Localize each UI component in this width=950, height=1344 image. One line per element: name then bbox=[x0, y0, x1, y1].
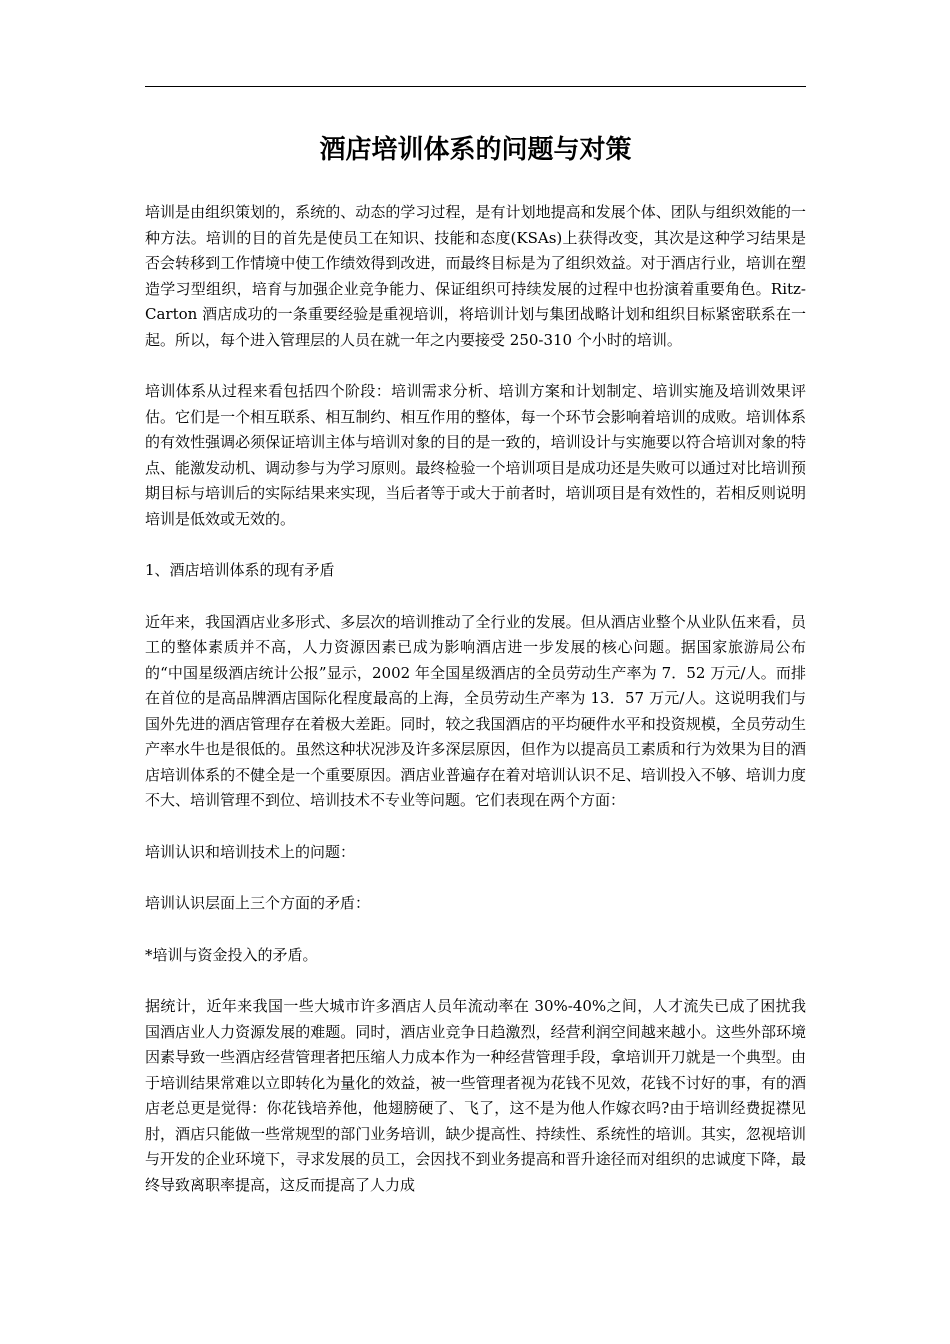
paragraph-intro: 培训是由组织策划的，系统的、动态的学习过程，是有计划地提高和发展个体、团队与组织效能的一种方法。培训的目的首先是使员工在知识、技能和态度(KSAs)上获得改变，其次是这种学习结果是否会转移到工作情境中使工作绩效得到改进，而最终目标是为了组织效益。对于酒店行业，培训在塑造学习型组织，培育与加强企业竞争能力、保证组织可持续发展的过程中也扮演着重要角色。Ritz-Carton 酒店成功的一条重要经验是重视培训，将培训计划与集团战略计划和组织目标紧密联系在一起。所以，每个进入管理层的人员在就一年之内要接受 250-310 个小时的培训。 bbox=[145, 203, 806, 349]
header-rule bbox=[145, 86, 806, 87]
bullet-funding: *培训与资金投入的矛盾。 bbox=[145, 945, 318, 964]
paragraph-industry-status: 近年来，我国酒店业多形式、多层次的培训推动了全行业的发展。但从酒店业整个从业队伍来看，员工的整体素质并不高，人力资源因素已成为影响酒店进一步发展的核心问题。据国家旅游局公布的“中国星级酒店统计公报”显示，2002 年全国星级酒店的全员劳动生产率为 7．52 万元/人。而排在首位的是高品牌酒店国际化程度最高的上海，全员劳动生产率为 13．57 万元/人。这说明我们与国外先进的酒店管理存在着极大差距。同时，较之我国酒店的平均硬件水平和投资规模，全员劳动生产率水牛也是很低的。虽然这种状况涉及许多深层原因，但作为以提高员工素质和行为效果为目的酒店培训体系的不健全是一个重要原因。酒店业普遍存在着对培训认识不足、培训投入不够、培训力度不大、培训管理不到位、培训技术不专业等问题。它们表现在两个方面： bbox=[145, 612, 806, 809]
paragraph-statistics: 据统计，近年来我国一些大城市许多酒店人员年流动率在 30%-40%之间，人才流失已成了困扰我国酒店业人力资源发展的难题。同时，酒店业竞争日趋激烈，经营利润空间越来越小。这些外部环境因素导致一些酒店经营管理者把压缩人力成本作为一种经营管理手段，拿培训开刀就是一个典型。由于培训结果常难以立即转化为量化的效益，被一些管理者视为花钱不见效，花钱不讨好的事，有的酒店老总更是觉得：你花钱培养他，他翅膀硬了、飞了，这不是为他人作嫁衣吗?由于培训经费捉襟见肘，酒店只能做一些常规型的部门业务培训，缺少提高性、持续性、系统性的培训。其实，忽视培训与开发的企业环境下，寻求发展的员工，会因找不到业务提高和晋升途径而对组织的忠诚度下降，最终导致离职率提高，这反而提高了人力成 bbox=[145, 997, 806, 1194]
section-heading: 1、酒店培训体系的现有矛盾 bbox=[145, 561, 335, 579]
document-title: 酒店培训体系的问题与对策 bbox=[319, 135, 632, 165]
subheading-contradictions: 培训认识层面上三个方面的矛盾： bbox=[145, 894, 371, 912]
paragraph-training-system: 培训体系从过程来看包括四个阶段：培训需求分析、培训方案和计划制定、培训实施及培训效果评估。它们是一个相互联系、相互制约、相互作用的整体，每一个环节会影响着培训的成败。培训体系的有效性强调必须保证培训主体与培训对象的目的是一致的，培训设计与实施要以符合培训对象的特点、能激发动机、调动参与为学习原则。最终检验一个培训项目是成功还是失败可以通过对比培训预期目标与培训后的实际结果来实现，当后者等于或大于前者时，培训项目是有效性的，若相反则说明培训是低效或无效的。 bbox=[145, 382, 806, 528]
subheading-issues: 培训认识和培训技术上的问题： bbox=[145, 842, 356, 861]
document-body bbox=[145, 200, 806, 1224]
